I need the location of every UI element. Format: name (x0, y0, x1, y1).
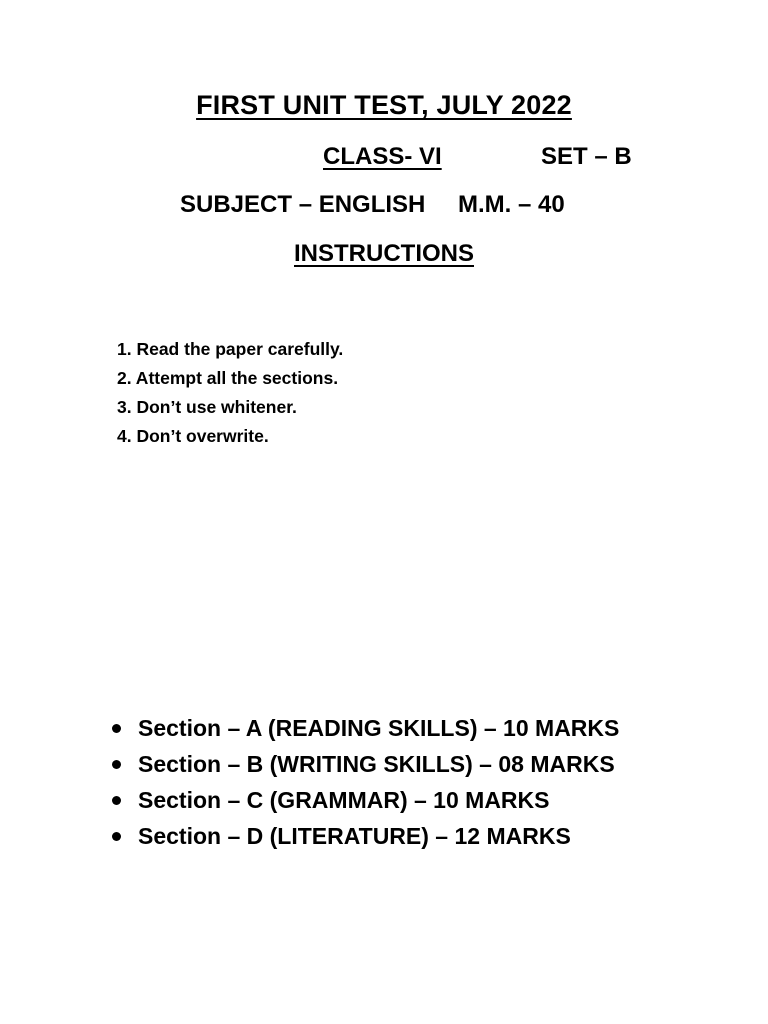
section-item-label: Section – B (WRITING SKILLS) – 08 MARKS (138, 751, 615, 777)
section-item-label: Section – C (GRAMMAR) – 10 MARKS (138, 787, 550, 813)
bullet-icon (112, 724, 121, 733)
max-marks-label: M.M. – 40 (458, 191, 565, 218)
section-item-label: Section – D (LITERATURE) – 12 MARKS (138, 823, 571, 849)
instruction-list (117, 335, 343, 451)
subject-label: SUBJECT – ENGLISH (180, 191, 426, 218)
section-item (112, 818, 619, 854)
bullet-icon (112, 832, 121, 841)
instruction-item: 1. Read the paper carefully. (117, 339, 344, 359)
instruction-item: 3. Don’t use whitener. (117, 397, 297, 417)
instruction-item: 4. Don’t overwrite. (117, 426, 269, 446)
set-label: SET – B (541, 143, 632, 170)
class-label: CLASS- VI (323, 143, 442, 170)
instructions-heading: INSTRUCTIONS (294, 240, 474, 267)
section-item (112, 746, 619, 782)
bullet-icon (112, 796, 121, 805)
page-title: FIRST UNIT TEST, JULY 2022 (196, 90, 572, 120)
section-item (112, 710, 619, 746)
instruction-item: 2. Attempt all the sections. (117, 368, 339, 388)
section-list (112, 710, 619, 854)
bullet-icon (112, 760, 121, 769)
section-item (112, 782, 619, 818)
section-item-label: Section – A (READING SKILLS) – 10 MARKS (138, 715, 620, 741)
